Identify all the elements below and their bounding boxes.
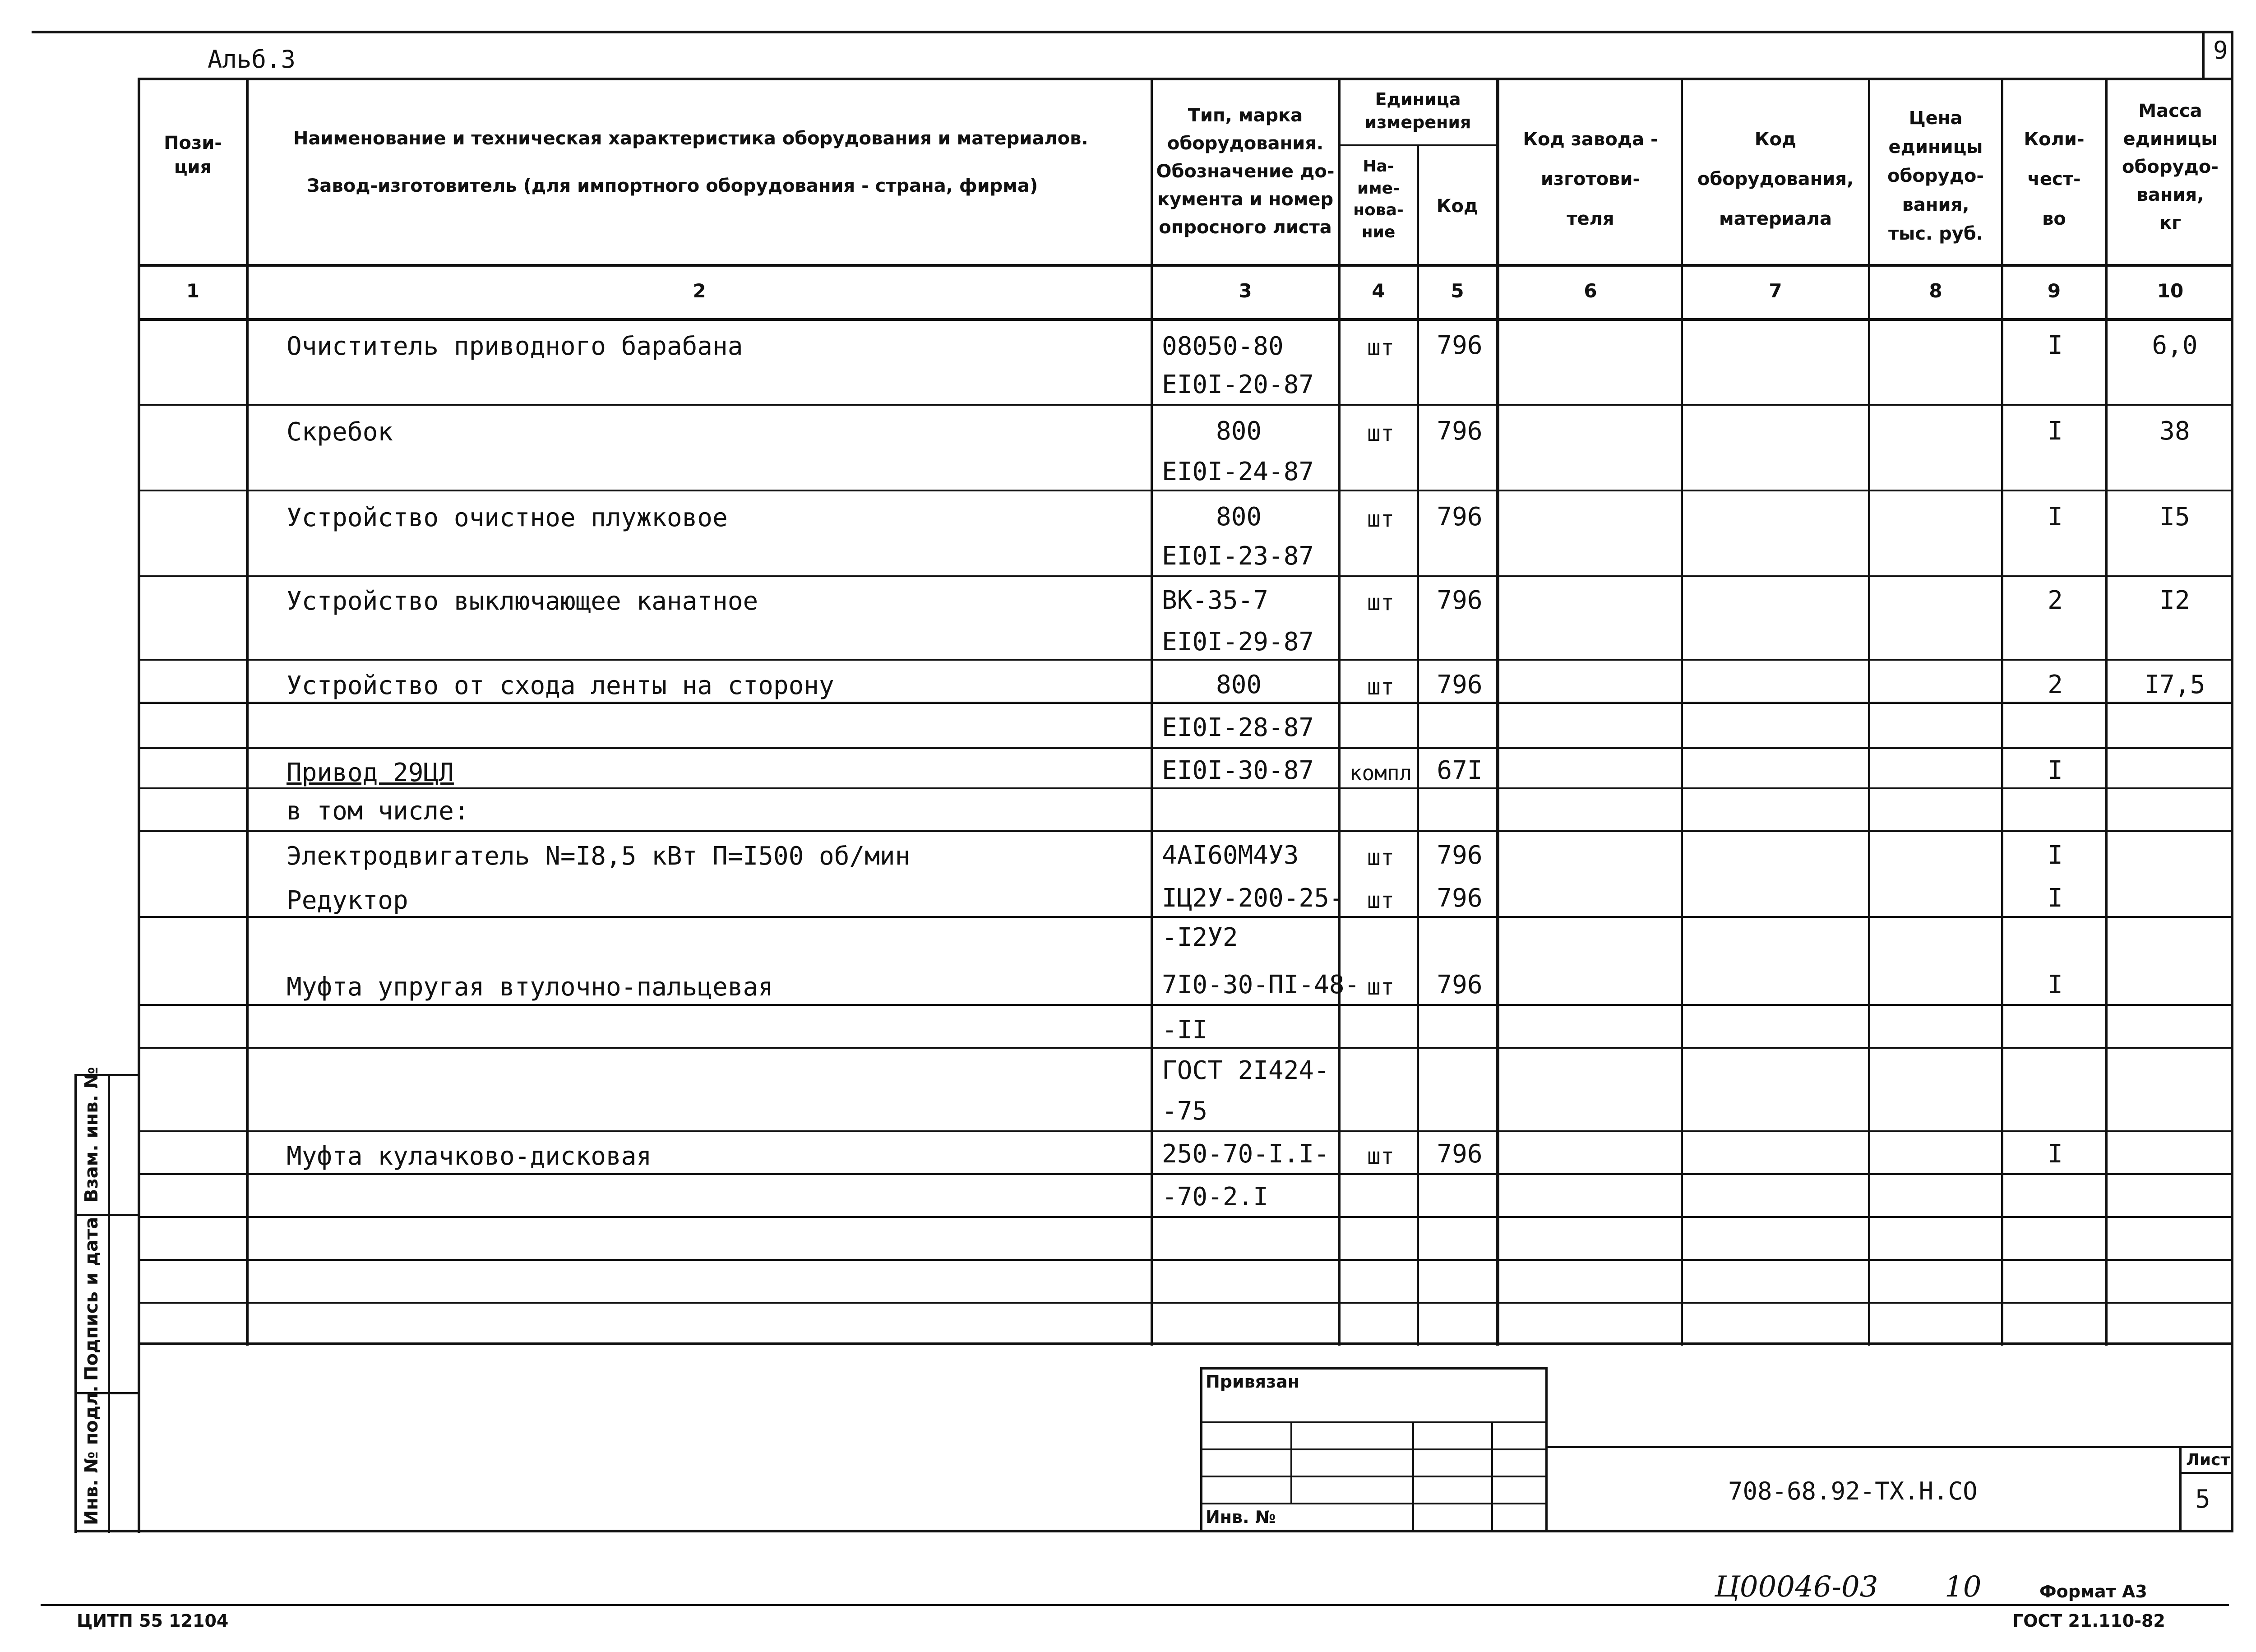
item-unit-code: 67I: [1437, 756, 1483, 785]
privyazan-label: Привязан: [1206, 1372, 1300, 1392]
inv-no-label: Инв. №: [1206, 1507, 1276, 1527]
item-unit: шт: [1367, 334, 1395, 361]
inv-podl-label: Инв. № подл.: [81, 1385, 102, 1525]
item-unit: шт: [1367, 887, 1395, 913]
header-unit-name: На- име- нова- ние: [1353, 157, 1404, 241]
item-type: 800: [1216, 670, 1262, 699]
row-line: [138, 702, 2233, 704]
format-label: Формат А3: [2039, 1582, 2147, 1601]
header-equipment-code: Код оборудования, материала: [1697, 129, 1854, 229]
item-name: Муфта упругая втулочно-пальцевая: [287, 972, 773, 1002]
table-top-line: [138, 78, 2233, 80]
item-unit-code: 796: [1437, 586, 1483, 615]
row-line: [138, 1047, 2233, 1049]
stamp-top: [1200, 1367, 1548, 1370]
item-name: Очиститель приводного барабана: [287, 332, 743, 361]
item-type: 7I0-30-ПI-48-: [1162, 970, 1360, 1000]
stamp-left: [1200, 1367, 1202, 1532]
row-line: [138, 1302, 2233, 1304]
item-doc: EI0I-28-87: [1162, 713, 1314, 742]
list-box-left: [2179, 1446, 2182, 1532]
item-type: 800: [1216, 502, 1262, 532]
row-line: [138, 1130, 2233, 1132]
item-quantity: I: [2048, 970, 2063, 1000]
list-number: 5: [2195, 1485, 2210, 1514]
column-number-4: 4: [1372, 280, 1385, 302]
item-unit-code: 796: [1437, 502, 1483, 532]
item-quantity: 2: [2048, 670, 2063, 699]
col-line-2: [1151, 78, 1153, 1346]
row-line: [138, 490, 2233, 491]
item-unit-code: 796: [1437, 841, 1483, 870]
item-mass: 38: [2159, 416, 2190, 446]
header-unit-code: Код: [1436, 196, 1479, 217]
col-line-3: [1338, 78, 1341, 1346]
item-quantity: I: [2048, 884, 2063, 913]
column-number-8: 8: [1929, 280, 1942, 302]
item-quantity: I: [2048, 756, 2063, 785]
title-block-line: [1545, 1446, 2233, 1448]
item-doc: -I2У2: [1162, 923, 1238, 952]
header-position: Пози- ция: [164, 133, 222, 178]
column-number-5: 5: [1451, 280, 1464, 302]
item-type: 08050-80: [1162, 332, 1284, 361]
row-line: [138, 659, 2233, 661]
item-doc: -70-2.I: [1162, 1182, 1269, 1212]
item-unit: шт: [1367, 674, 1395, 700]
item-name: Скребок: [287, 417, 393, 447]
unit-group-divider: [1340, 144, 1498, 146]
item-unit-code: 796: [1437, 970, 1483, 1000]
header-mass: Масса единицы оборудо- вания, кг: [2122, 101, 2219, 233]
item-name: Электродвигатель N=I8,5 кВт П=I500 об/мин: [287, 842, 911, 871]
row-line: [138, 1173, 2233, 1175]
signature-date-label: Подпись и дата: [81, 1217, 102, 1381]
item-type: 250-70-I.I-: [1162, 1139, 1329, 1169]
row-line: [138, 916, 2233, 918]
item-doc: ГОСТ 2I424-: [1162, 1056, 1329, 1085]
row-line: [138, 1004, 2233, 1006]
item-name: Муфта кулачково-дисковая: [287, 1142, 652, 1171]
item-type: ВК-35-7: [1162, 586, 1269, 615]
header-price: Цена единицы оборудо- вания, тыс. руб.: [1887, 108, 1984, 244]
row-line: [138, 575, 2233, 577]
col-numbers-bottom-line: [138, 318, 2233, 321]
vzam-inv-label: Взам. инв. №: [81, 1067, 102, 1203]
item-quantity: I: [2048, 1139, 2063, 1169]
column-number-9: 9: [2047, 280, 2061, 302]
list-box-divider: [2179, 1472, 2233, 1474]
item-doc: EI0I-23-87: [1162, 541, 1314, 571]
header-type: Тип, марка оборудования. Обозначение до- кумента и номер опросного листа: [1156, 105, 1335, 238]
header-unit-group: Единица измерения: [1364, 89, 1471, 133]
item-name: Устройство выключающее канатное: [287, 587, 758, 616]
item-name: Устройство от схода ленты на сторону: [287, 671, 834, 700]
gost-label: ГОСТ 21.110-82: [2012, 1611, 2165, 1631]
item-unit: шт: [1367, 1143, 1395, 1169]
header-name-line2: Завод-изготовитель (для импортного оборудования - страна, фирма): [307, 176, 1038, 196]
handwritten-code: Ц00046-03: [1715, 1570, 1878, 1604]
citp-label: ЦИТП 55 12104: [77, 1611, 229, 1631]
item-unit: шт: [1367, 974, 1395, 1000]
item-doc: -II: [1162, 1015, 1208, 1045]
document-code: 708-68.92-ТХ.Н.СО: [1728, 1477, 1978, 1505]
stamp-right: [1545, 1367, 1548, 1532]
page-number-box-divider: [2202, 31, 2205, 78]
row-line: [138, 830, 2233, 832]
item-unit: компл: [1349, 761, 1412, 785]
handwritten-number: 10: [1945, 1570, 1982, 1604]
item-unit-code: 796: [1437, 884, 1483, 913]
item-unit: шт: [1367, 506, 1395, 532]
item-quantity: 2: [2048, 586, 2063, 615]
item-name: в том числе:: [287, 796, 469, 826]
item-doc: EI0I-20-87: [1162, 370, 1314, 399]
item-unit-code: 796: [1437, 670, 1483, 699]
list-label: Лист: [2186, 1451, 2230, 1469]
item-name: Привод 29ЦЛ: [287, 758, 454, 787]
column-number-3: 3: [1239, 280, 1252, 302]
column-number-7: 7: [1769, 280, 1782, 302]
item-unit: шт: [1367, 420, 1395, 446]
header-quantity: Коли- чест- во: [2024, 129, 2085, 229]
row-line: [138, 787, 2233, 789]
item-type: 4AI60M4У3: [1162, 841, 1299, 870]
footer-line: [41, 1604, 2229, 1606]
col-line-6: [1681, 78, 1683, 1346]
item-unit: шт: [1367, 589, 1395, 615]
col-line-1: [246, 78, 249, 1346]
side-stamp-line: [74, 1214, 140, 1216]
item-quantity: I: [2048, 416, 2063, 446]
column-number-10: 10: [2157, 280, 2184, 302]
item-unit: шт: [1367, 844, 1395, 870]
item-unit-code: 796: [1437, 1139, 1483, 1169]
item-mass: I2: [2159, 586, 2190, 615]
item-mass: 6,0: [2152, 331, 2198, 360]
row-line: [138, 1216, 2233, 1218]
item-type: IЦ2У-200-25-: [1162, 884, 1345, 913]
col-line-7: [1868, 78, 1870, 1346]
item-quantity: I: [2048, 502, 2063, 532]
item-doc: EI0I-24-87: [1162, 457, 1314, 486]
item-mass: I7,5: [2144, 670, 2205, 699]
item-quantity: I: [2048, 841, 2063, 870]
header-bottom-line: [138, 264, 2233, 267]
item-mass: I5: [2159, 502, 2190, 532]
row-line: [138, 747, 2233, 749]
item-doc: EI0I-29-87: [1162, 627, 1314, 657]
column-number-1: 1: [186, 280, 200, 302]
item-type: EI0I-30-87: [1162, 756, 1314, 785]
row-line: [138, 404, 2233, 406]
table-bottom-line: [138, 1342, 2233, 1345]
item-unit-code: 796: [1437, 416, 1483, 446]
stamp-line: [1200, 1503, 1548, 1504]
stamp-line: [1200, 1421, 1548, 1423]
stamp-col: [1491, 1421, 1493, 1532]
header-name-line1: Наименование и техническая характеристика оборудования и материалов.: [293, 128, 1088, 149]
sheet-bottom-line: [74, 1530, 2233, 1532]
side-stamp-divider: [108, 1074, 110, 1533]
page-number-corner: 9: [2213, 36, 2228, 65]
side-stamp-left: [74, 1074, 77, 1533]
item-unit-code: 796: [1437, 331, 1483, 360]
item-type: 800: [1216, 416, 1262, 446]
column-number-6: 6: [1584, 280, 1597, 302]
stamp-col: [1290, 1421, 1292, 1503]
item-name: Редуктор: [287, 886, 408, 915]
row-line: [138, 1259, 2233, 1261]
item-doc: -75: [1162, 1097, 1208, 1126]
album-label: Альб.3: [208, 45, 296, 74]
item-name: Устройство очистное плужковое: [287, 503, 728, 532]
item-quantity: I: [2048, 331, 2063, 360]
stamp-line: [1200, 1448, 1548, 1450]
column-number-2: 2: [693, 280, 706, 302]
stamp-line: [1200, 1476, 1548, 1477]
header-factory-code: Код завода - изготови- теля: [1523, 129, 1658, 229]
stamp-col: [1412, 1421, 1414, 1532]
